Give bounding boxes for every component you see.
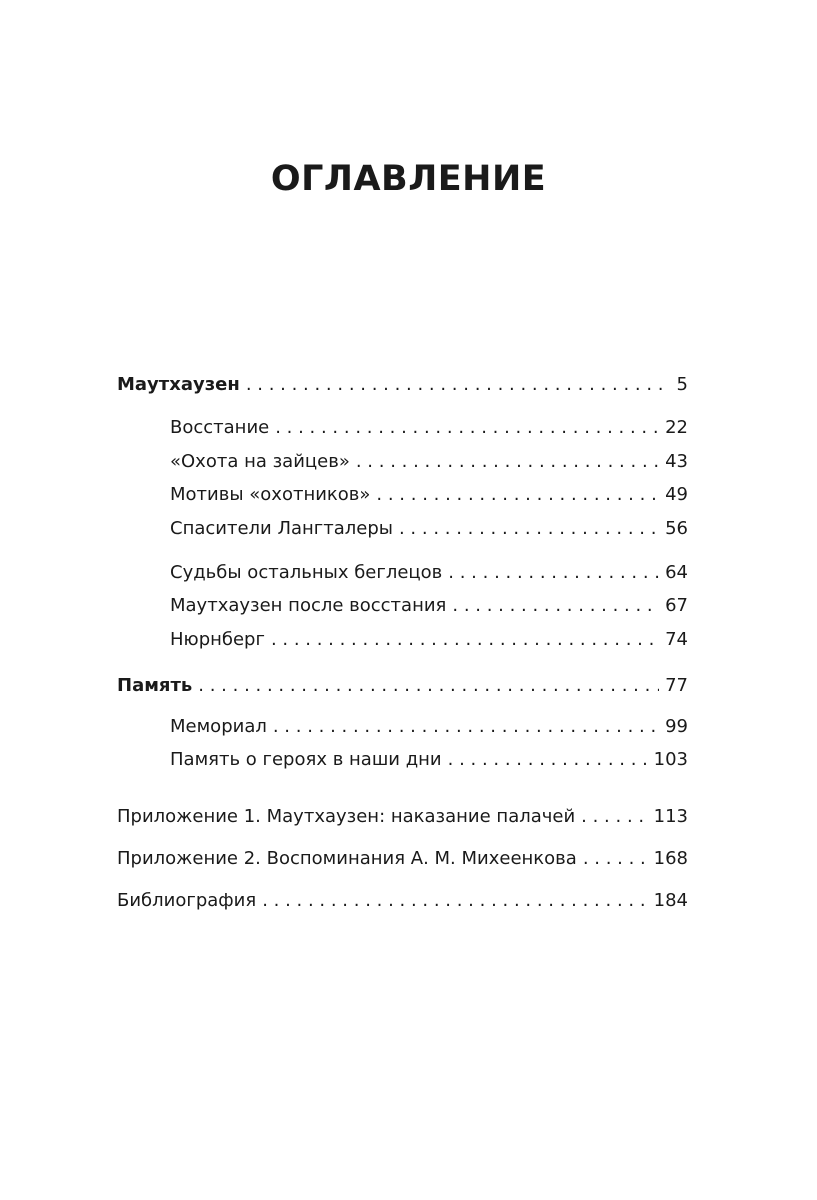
dot-leader [448, 748, 648, 772]
dot-leader [356, 450, 659, 474]
dot-leader [275, 416, 659, 440]
toc-entry-memory[interactable] [117, 674, 688, 698]
toc-entry-heroes-memory-today[interactable] [170, 748, 688, 772]
toc-entry-page: 99 [665, 716, 688, 737]
dot-leader [273, 715, 659, 739]
toc-entry-title: Спасители Лангталеры [170, 518, 393, 539]
toc-entry-uprising[interactable] [170, 416, 688, 440]
toc-entry-title: «Охота на зайцев» [170, 451, 350, 472]
toc-entry-bibliography[interactable] [117, 889, 688, 913]
toc-entry-page: 22 [665, 417, 688, 438]
toc-entry-mauthausen[interactable] [117, 373, 688, 397]
dot-leader [271, 628, 659, 652]
toc-entry-title: Мемориал [170, 716, 267, 737]
toc-entry-title: Приложение 1. Маутхаузен: наказание палачей [117, 806, 576, 827]
toc-entry-title: Нюрнберг [170, 629, 265, 650]
toc-entry-page: 49 [665, 484, 688, 505]
toc-entry-title: Маутхаузен [117, 374, 240, 395]
page-title: ОГЛАВЛЕНИЕ [270, 159, 547, 199]
toc-entry-page: 168 [653, 848, 688, 869]
toc-entry-hunters-motives[interactable] [170, 483, 688, 507]
toc-entry-page: 56 [665, 518, 688, 539]
toc-entry-langthaler-rescuers[interactable] [170, 517, 688, 541]
toc-entry-page: 43 [665, 451, 688, 472]
toc-entry-page: 184 [653, 890, 688, 911]
toc-entry-hare-hunt[interactable] [170, 450, 688, 474]
toc-entry-page: 103 [653, 749, 688, 770]
toc-entry-page: 5 [676, 374, 688, 395]
toc-entry-page: 74 [665, 629, 688, 650]
dot-leader [583, 847, 648, 871]
toc-entry-title: Приложение 2. Воспоминания А. М. Михеенкова [117, 848, 577, 869]
dot-leader [246, 373, 671, 397]
dot-leader [581, 805, 647, 829]
toc-entry-title: Память о героях в наши дни [170, 749, 442, 770]
toc-entry-page: 113 [653, 806, 688, 827]
dot-leader [448, 561, 659, 585]
dot-leader [399, 517, 659, 541]
toc-entry-memorial[interactable] [170, 715, 688, 739]
toc-entry-page: 77 [665, 675, 688, 696]
dot-leader [198, 674, 659, 698]
dot-leader [452, 594, 659, 618]
dot-leader [262, 889, 647, 913]
toc-entry-title: Библиография [117, 890, 257, 911]
toc-entry-mauthausen-after-uprising[interactable] [170, 594, 688, 618]
toc-entry-page: 64 [665, 562, 688, 583]
toc-entry-nuremberg[interactable] [170, 628, 688, 652]
toc-entry-title: Память [117, 675, 193, 696]
toc-entry-title: Мотивы «охотников» [170, 484, 371, 505]
toc-entry-appendix-1[interactable] [117, 805, 688, 829]
toc-entry-appendix-2[interactable] [117, 847, 688, 871]
toc-entry-page: 67 [665, 595, 688, 616]
toc-entry-fugitives-fates[interactable] [170, 561, 688, 585]
toc-entry-title: Судьбы остальных беглецов [170, 562, 443, 583]
toc-entry-title: Маутхаузен после восстания [170, 595, 447, 616]
toc-entry-title: Восстание [170, 417, 270, 438]
dot-leader [376, 483, 659, 507]
